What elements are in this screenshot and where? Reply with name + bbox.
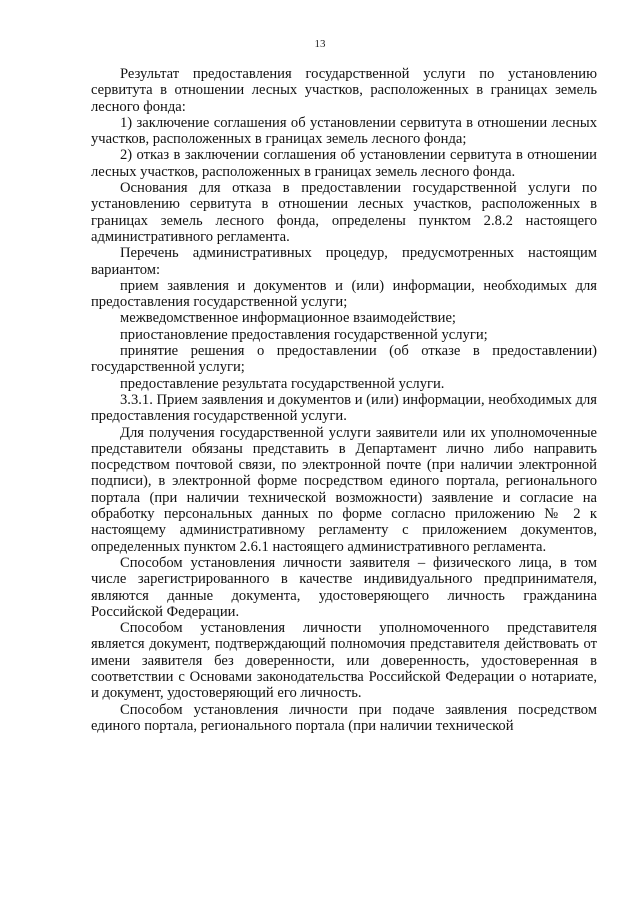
list-item-procedure: прием заявления и документов и (или) информации, необходимых для предоставления государственной услуги; — [91, 277, 597, 311]
list-item-procedure: межведомственное информационное взаимодействие; — [120, 310, 456, 327]
document-body — [91, 66, 597, 734]
page-number: 13 — [314, 38, 326, 50]
list-item-procedure: предоставление результата государственной услуги. — [120, 375, 445, 392]
paragraph-result: Результат предоставления государственной услуги по установлению сервитута в отношении лесных участков, расположенных в границах земель лесного фонда: — [91, 66, 597, 115]
paragraph-result-item-1: 1) заключение соглашения об установлении сервитута в отношении лесных участков, расположенных в границах земель лесного фонда; — [91, 114, 597, 148]
paragraph-application-submission: Для получения государственной услуги заявители или их уполномоченные представители обязаны представить в Департамент лично либо направить посредством почтовой связи, по электронной почте (при наличии электронной подписи), в электронной форме посредством единого портала, регионального портала (при наличии технической возможности) заявление и согласие на обработку персональных данных по форме согласно приложению № 2 к настоящему административному регламенту с приложением документов, определенных пунктом 2.6.1 настоящего административного регламента. — [91, 424, 597, 555]
list-item-procedure: принятие решения о предоставлении (об отказе в предоставлении) государственной услуги; — [91, 343, 597, 376]
paragraph-identity-representative: Способом установления личности уполномоченного представителя является документ, подтверждающий полномочия представителя действовать от имени заявителя без доверенности, или доверенность, удостоверенная в соответствии с Основами законодательства Российской Федерации о нотариате, и документ, удостоверяющий его личность. — [91, 620, 597, 702]
section-heading-3-3-1: 3.3.1. Прием заявления и документов и (или) информации, необходимых для предоставления государственной услуги. — [91, 391, 597, 425]
paragraph-procedures-list: Перечень административных процедур, предусмотренных настоящим вариантом: — [91, 245, 597, 278]
list-item-procedure: приостановление предоставления государственной услуги; — [120, 326, 488, 343]
paragraph-refusal-grounds: Основания для отказа в предоставлении государственной услуги по установлению сервитута в отношении лесных участков, расположенных в границах земель лесного фонда, определены пунктом 2.8.2 настоящего административного регламента. — [91, 180, 597, 245]
paragraph-identity-portal: Способом установления личности при подаче заявления посредством единого портала, регионального портала (при наличии технической — [91, 701, 597, 734]
paragraph-result-item-2: 2) отказ в заключении соглашения об установлении сервитута в отношении лесных участков, расположенных в границах земель лесного фонда. — [91, 147, 597, 180]
paragraph-identity-applicant: Способом установления личности заявителя – физического лица, в том числе зарегистрированного в качестве индивидуального предпринимателя, являются данные документа, удостоверяющего личность гражданина Российской Федерации. — [91, 554, 597, 620]
